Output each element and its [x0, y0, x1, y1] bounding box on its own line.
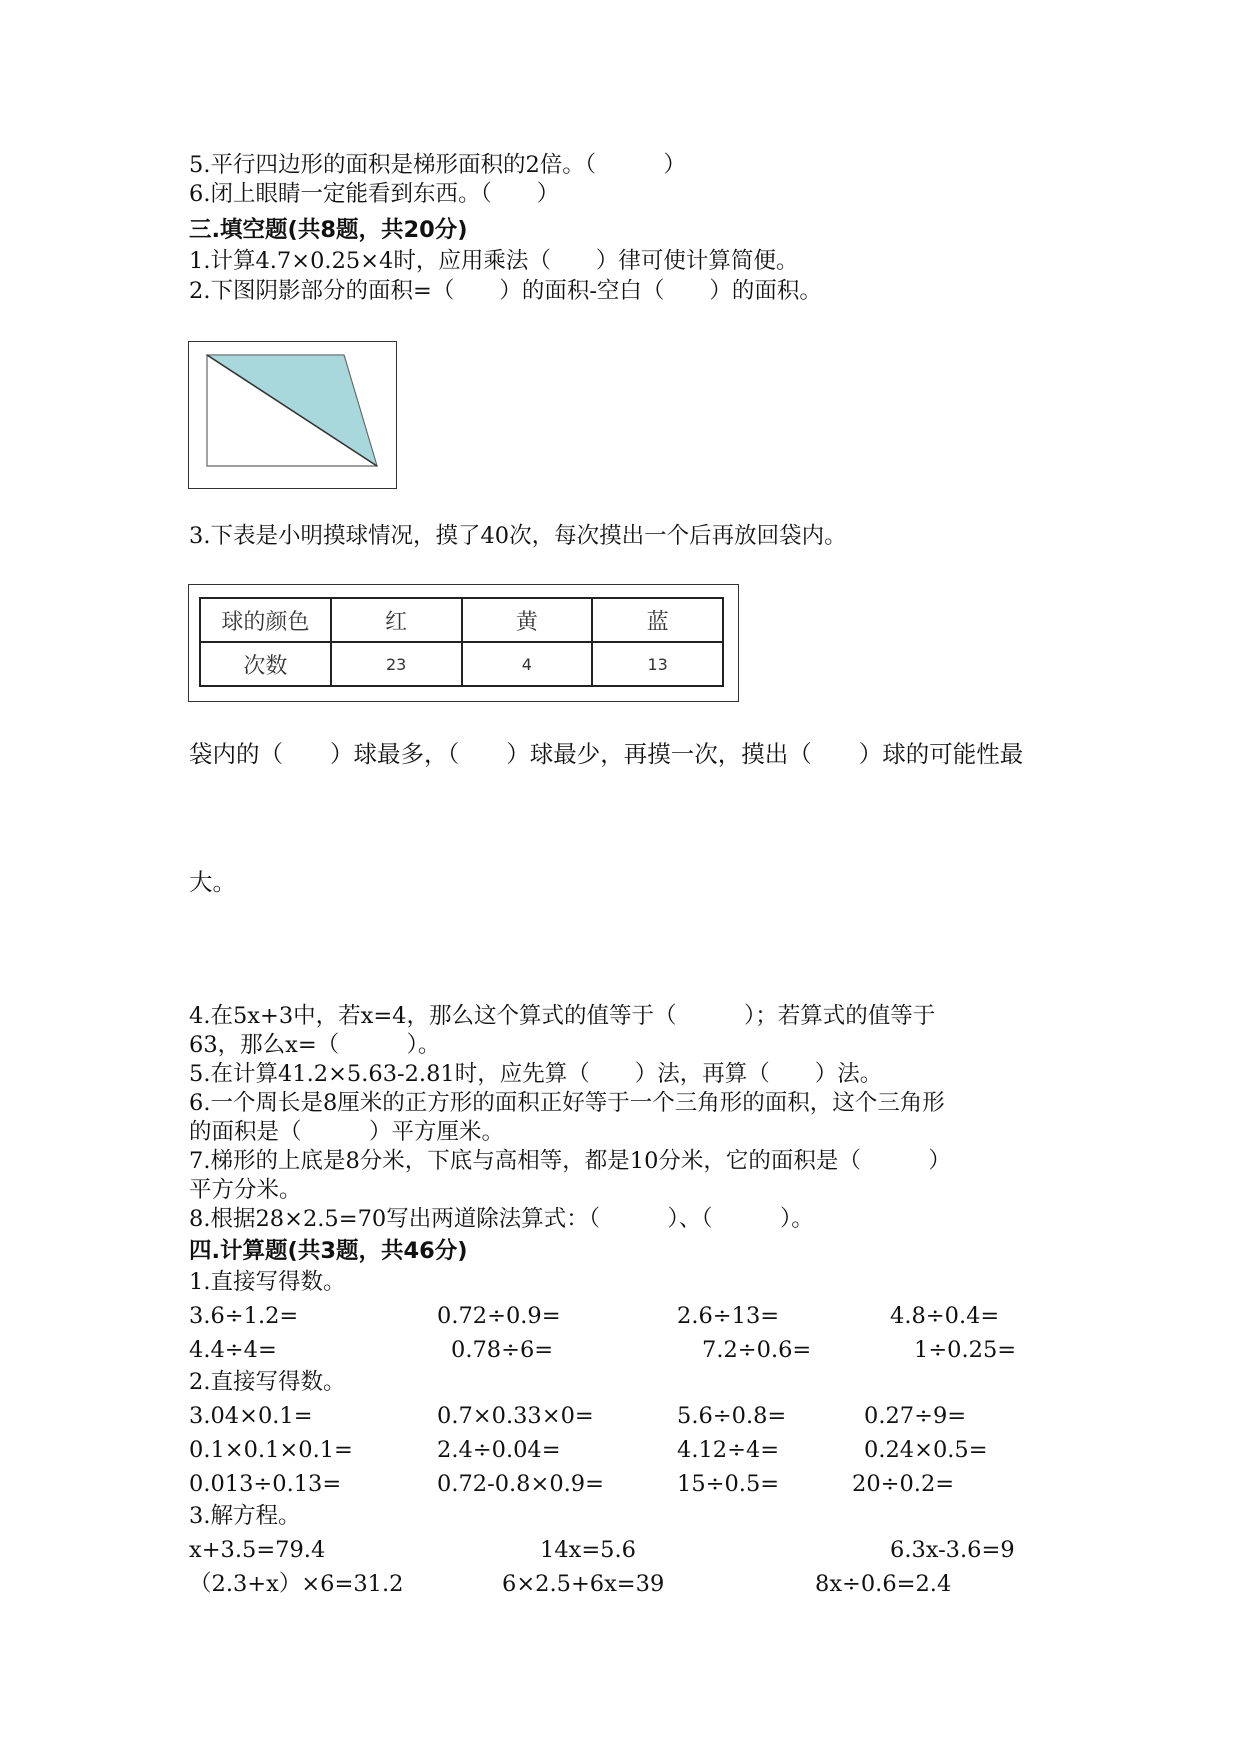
- calc-problem-1-title: 1.直接写得数。: [189, 1269, 346, 1295]
- ball-table-frame: [188, 584, 739, 702]
- equation-item: 8x÷0.6=2.4: [815, 1571, 952, 1597]
- fill-question-5: 5.在计算41.2×5.63-2.81时，应先算（ ）法，再算（ ）法。: [189, 1061, 883, 1087]
- table-header-blue: 蓝: [592, 598, 723, 642]
- fill-question-3-answer-end: 大。: [189, 868, 236, 896]
- calc-problem-3-title: 3.解方程。: [189, 1503, 301, 1529]
- table-header-yellow: 黄: [462, 598, 593, 642]
- table-header-color: 球的颜色: [200, 598, 331, 642]
- calc-item: 7.2÷0.6=: [702, 1337, 812, 1363]
- fill-question-6-cont: 的面积是（ ）平方厘米。: [189, 1119, 505, 1145]
- section4-heading: 四.计算题(共3题，共46分): [189, 1238, 468, 1264]
- table-row-label: 次数: [200, 642, 331, 686]
- table-cell-blue: 13: [592, 642, 723, 686]
- calc-item: 5.6÷0.8=: [677, 1403, 787, 1429]
- calc-item: 0.27÷9=: [864, 1403, 967, 1429]
- fill-question-7-cont: 平方分米。: [189, 1177, 302, 1203]
- calc-item: 4.8÷0.4=: [890, 1303, 1000, 1329]
- judge-item-5: 5.平行四边形的面积是梯形面积的2倍。（ ）: [189, 152, 687, 178]
- fill-question-8: 8.根据28×2.5=70写出两道除法算式：（ ）、（ ）。: [189, 1206, 814, 1232]
- calc-item: 20÷0.2=: [852, 1471, 955, 1497]
- fill-question-4-cont: 63，那么x=（ ）。: [189, 1032, 441, 1058]
- calc-item: 15÷0.5=: [677, 1471, 780, 1497]
- calc-item: 4.4÷4=: [189, 1337, 277, 1363]
- calc-item: 0.72-0.8×0.9=: [437, 1471, 604, 1497]
- calc-problem-2-title: 2.直接写得数。: [189, 1369, 346, 1395]
- calc-item: 3.6÷1.2=: [189, 1303, 299, 1329]
- table-row: [200, 598, 723, 642]
- fill-question-3: 3.下表是小明摸球情况，摸了40次，每次摸出一个后再放回袋内。: [189, 523, 847, 549]
- equation-item: 6×2.5+6x=39: [502, 1571, 665, 1597]
- trapezoid-diagram: [189, 342, 396, 488]
- equation-item: x+3.5=79.4: [189, 1537, 326, 1563]
- fill-question-1: 1.计算4.7×0.25×4时，应用乘法（ ）律可使计算简便。: [189, 248, 799, 274]
- equation-item: （2.3+x）×6=31.2: [189, 1571, 404, 1597]
- table-header-red: 红: [331, 598, 462, 642]
- calc-item: 2.6÷13=: [677, 1303, 780, 1329]
- calc-item: 0.013÷0.13=: [189, 1471, 342, 1497]
- calc-item: 0.1×0.1×0.1=: [189, 1437, 353, 1463]
- calc-item: 0.78÷6=: [451, 1337, 554, 1363]
- calc-item: 2.4÷0.04=: [437, 1437, 561, 1463]
- shaded-area-figure: [188, 341, 397, 489]
- judge-item-6: 6.闭上眼睛一定能看到东西。（ ）: [189, 181, 560, 207]
- table-cell-red: 23: [331, 642, 462, 686]
- calc-item: 3.04×0.1=: [189, 1403, 313, 1429]
- fill-question-2: 2.下图阴影部分的面积=（ ）的面积-空白（ ）的面积。: [189, 278, 822, 304]
- fill-question-7: 7.梯形的上底是8分米，下底与高相等，都是10分米，它的面积是（ ）: [189, 1148, 951, 1174]
- calc-item: 0.24×0.5=: [864, 1437, 988, 1463]
- calc-item: 0.7×0.33×0=: [437, 1403, 594, 1429]
- equation-item: 14x=5.6: [540, 1537, 636, 1563]
- section3-heading: 三.填空题(共8题，共20分): [189, 217, 468, 243]
- equation-item: 6.3x-3.6=9: [890, 1537, 1015, 1563]
- calc-item: 1÷0.25=: [914, 1337, 1017, 1363]
- calc-item: 0.72÷0.9=: [437, 1303, 561, 1329]
- fill-question-6: 6.一个周长是8厘米的正方形的面积正好等于一个三角形的面积，这个三角形: [189, 1090, 945, 1116]
- calc-item: 4.12÷4=: [677, 1437, 780, 1463]
- ball-count-table: [199, 597, 724, 687]
- fill-question-4: 4.在5x+3中，若x=4，那么这个算式的值等于（ ）；若算式的值等于: [189, 1003, 936, 1029]
- table-cell-yellow: 4: [462, 642, 593, 686]
- fill-question-3-answer: 袋内的（ ）球最多，（ ）球最少，再摸一次，摸出（ ）球的可能性最: [189, 740, 1024, 768]
- table-row: [200, 642, 723, 686]
